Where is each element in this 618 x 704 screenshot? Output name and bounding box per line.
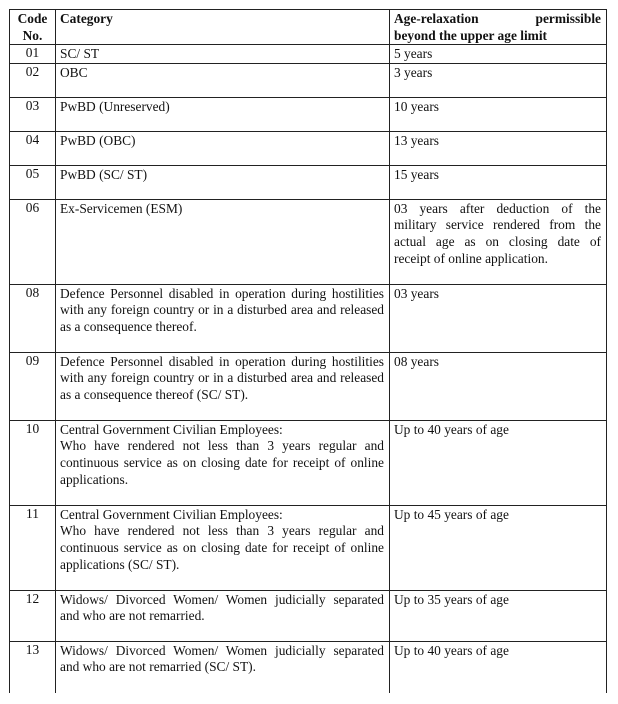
age-relaxation-table xyxy=(9,9,607,693)
table-row xyxy=(10,352,607,420)
header-age-line2: beyond the upper age limit xyxy=(394,27,548,43)
row-code: 12 xyxy=(10,590,56,641)
row-code: 09 xyxy=(10,352,56,420)
row-category xyxy=(56,420,390,505)
row-category: PwBD (SC/ ST) xyxy=(56,165,390,199)
table-row xyxy=(10,199,607,284)
table-row xyxy=(10,641,607,693)
row-category-title: Central Government Civilian Employees: xyxy=(60,421,283,437)
header-code-no xyxy=(10,10,56,45)
row-category-text: Who have rendered not less than 3 years regular and continuous service as on closing date for receipt of online applications (SC/ ST). xyxy=(60,523,384,572)
row-code: 01 xyxy=(10,45,56,64)
table-row xyxy=(10,97,607,131)
row-category: Widows/ Divorced Women/ Women judicially separated and who are not remarried. xyxy=(56,590,390,641)
row-relaxation: 5 years xyxy=(390,45,607,64)
table-row xyxy=(10,165,607,199)
row-relaxation: 3 years xyxy=(390,63,607,97)
row-relaxation: 08 years xyxy=(390,352,607,420)
table-header-row xyxy=(10,10,607,45)
row-relaxation: 15 years xyxy=(390,165,607,199)
row-relaxation: 10 years xyxy=(390,97,607,131)
row-category: Widows/ Divorced Women/ Women judicially separated and who are not remarried (SC/ ST). xyxy=(56,641,390,693)
row-category: OBC xyxy=(56,63,390,97)
row-relaxation: Up to 45 years of age xyxy=(390,505,607,590)
row-relaxation: 03 years xyxy=(390,284,607,352)
row-category: Defence Personnel disabled in operation during hostilities with any foreign country or in a disturbed area and released as a consequence thereof. xyxy=(56,284,390,352)
row-category-title: Central Government Civilian Employees: xyxy=(60,506,283,522)
row-category: PwBD (Unreserved) xyxy=(56,97,390,131)
header-code-line1: Code xyxy=(17,11,48,26)
age-relaxation-document xyxy=(9,9,607,693)
header-age-line1: Age-relaxation permissible xyxy=(394,11,601,26)
table-row xyxy=(10,63,607,97)
row-code: 02 xyxy=(10,63,56,97)
row-code: 03 xyxy=(10,97,56,131)
row-category: Ex-Servicemen (ESM) xyxy=(56,199,390,284)
table-row xyxy=(10,505,607,590)
row-relaxation: Up to 40 years of age xyxy=(390,420,607,505)
row-code: 10 xyxy=(10,420,56,505)
row-code: 13 xyxy=(10,641,56,693)
table-row xyxy=(10,45,607,64)
row-category xyxy=(56,505,390,590)
row-category: Defence Personnel disabled in operation during hostilities with any foreign country or in a disturbed area and released as a consequence thereof (SC/ ST). xyxy=(56,352,390,420)
row-code: 11 xyxy=(10,505,56,590)
row-category-text: Who have rendered not less than 3 years regular and continuous service as on closing date for receipt of online applications. xyxy=(60,438,384,487)
row-code: 04 xyxy=(10,131,56,165)
header-code-line2: No. xyxy=(22,27,43,43)
table-row xyxy=(10,131,607,165)
row-code: 05 xyxy=(10,165,56,199)
row-relaxation: 03 years after deduction of the military service rendered from the actual age as on closing date of receipt of online application. xyxy=(390,199,607,284)
row-category: SC/ ST xyxy=(56,45,390,64)
row-relaxation: Up to 40 years of age xyxy=(390,641,607,693)
header-age-relaxation xyxy=(390,10,607,45)
table-row xyxy=(10,420,607,505)
table-row xyxy=(10,590,607,641)
header-category: Category xyxy=(56,10,390,45)
row-code: 08 xyxy=(10,284,56,352)
row-category: PwBD (OBC) xyxy=(56,131,390,165)
row-relaxation: 13 years xyxy=(390,131,607,165)
row-code: 06 xyxy=(10,199,56,284)
table-row xyxy=(10,284,607,352)
row-relaxation: Up to 35 years of age xyxy=(390,590,607,641)
